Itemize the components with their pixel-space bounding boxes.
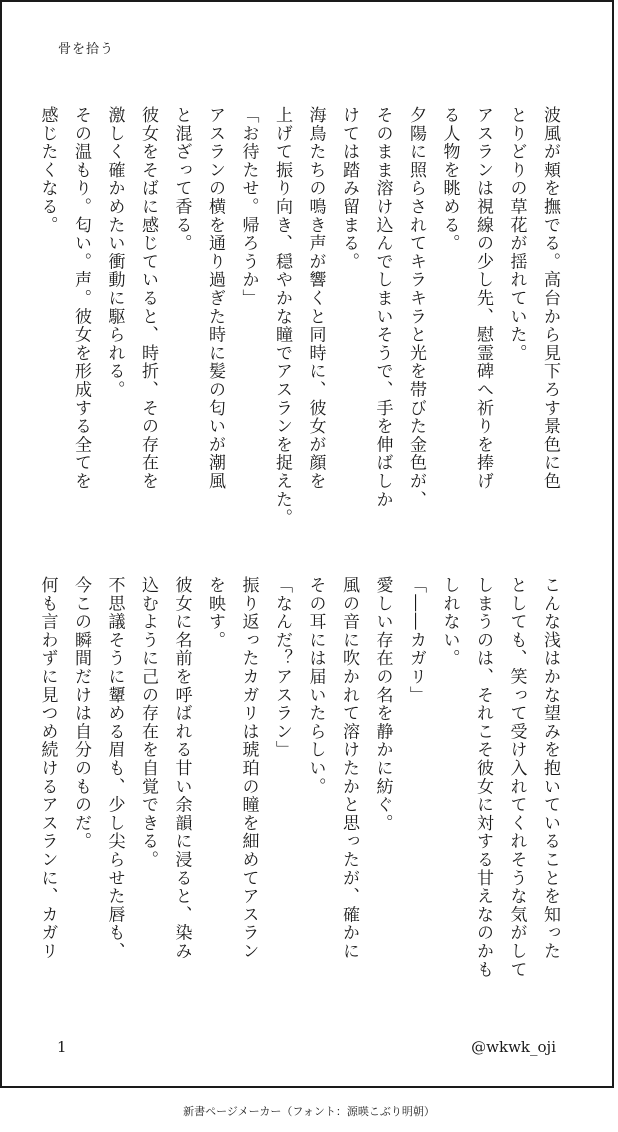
text-line: こんな浅はかな望みを抱いていることを知った bbox=[540, 576, 560, 961]
text-line: そのまま溶け込んでしまいそうで、手を伸ばしか bbox=[372, 106, 393, 509]
text-line: アスランは視線の少し先、慰霊碑へ祈りを捧げ bbox=[473, 106, 493, 491]
text-line: 「お待たせ。帰ろうか」 bbox=[238, 106, 259, 308]
page-number: 1 bbox=[57, 1038, 67, 1056]
text-line: 「――カガリ」 bbox=[406, 576, 426, 705]
text-line: 彼女に名前を呼ばれる甘い余韻に浸ると、染み bbox=[171, 576, 192, 961]
text-line: その温もり。匂い。声。彼女を形成する全てを bbox=[71, 106, 91, 491]
text-line: と混ざって香る。 bbox=[171, 106, 192, 253]
text-line: としても、笑って受け入れてくれそうな気がして bbox=[506, 576, 527, 979]
text-line: 彼女をそばに感じていると、時折、その存在を bbox=[138, 106, 158, 491]
text-line: 上げて振り向き、穏やかな瞳でアスランを捉えた。 bbox=[272, 106, 292, 527]
text-line: る人物を眺める。 bbox=[439, 106, 460, 253]
text-line: しれない。 bbox=[439, 576, 460, 668]
text-line: 不思議そうに顰める眉も、少し尖らせた唇も、 bbox=[104, 576, 125, 961]
text-line: 激しく確かめたい衝動に駆られる。 bbox=[104, 106, 125, 399]
text-line: 海鳥たちの鳴き声が響くと同時に、彼女が顔を bbox=[305, 106, 326, 491]
text-line: とりどりの草花が揺れていた。 bbox=[506, 106, 527, 363]
text-line: 夕陽に照らされてキラキラと光を帯びた金色が、 bbox=[406, 106, 426, 509]
text-line: 「なんだ？アスラン」 bbox=[272, 576, 292, 759]
text-line: 感じたくなる。 bbox=[37, 106, 58, 235]
text-line: アスランの横を通り過ぎた時に髪の匂いが潮風 bbox=[205, 106, 225, 491]
lower-text-block bbox=[37, 576, 566, 1006]
author-handle: @wkwk_oji bbox=[471, 1038, 556, 1056]
text-line: けては踏み留まる。 bbox=[339, 106, 359, 271]
text-line: を映す。 bbox=[205, 576, 225, 650]
text-line: 今この瞬間だけは自分のものだ。 bbox=[71, 576, 91, 851]
text-line: 愛しい存在の名を静かに紡ぐ。 bbox=[372, 576, 393, 833]
text-line: 振り返ったカガリは琥珀の瞳を細めてアスラン bbox=[238, 576, 259, 961]
text-line: その耳には届いたらしい。 bbox=[305, 576, 326, 796]
text-line: 風の音に吹かれて溶けたかと思ったが、確かに bbox=[339, 576, 359, 961]
generator-credit: 新書ページメーカー（フォント：源暎こぶり明朝） bbox=[183, 1105, 435, 1118]
text-line: しまうのは、それこそ彼女に対する甘えなのかも bbox=[473, 576, 493, 979]
text-line: 込むように己の存在を自覚できる。 bbox=[138, 576, 158, 869]
page-header-title: 骨を拾う bbox=[58, 42, 115, 57]
text-line: 波風が頬を撫でる。高台から見下ろす景色に色 bbox=[540, 106, 560, 491]
text-line: 何も言わずに見つめ続けるアスランに、カガリ bbox=[37, 576, 58, 961]
upper-text-block bbox=[37, 106, 566, 536]
